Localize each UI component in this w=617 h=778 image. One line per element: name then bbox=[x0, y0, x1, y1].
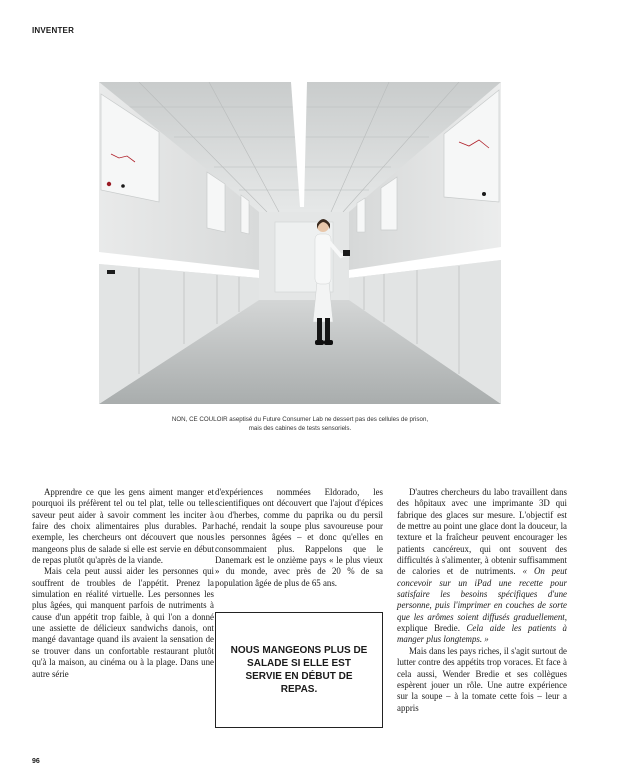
caption-line-1 bbox=[99, 415, 501, 424]
text-run: explique Bredie. bbox=[397, 623, 467, 634]
article-column-1 bbox=[32, 487, 214, 680]
corridor-illustration bbox=[99, 82, 501, 404]
paragraph bbox=[397, 487, 567, 646]
article-column-2 bbox=[215, 487, 383, 589]
caption-line1-rest: aseptisé du Future Consumer Lab ne dessert pas des cellules de prison, bbox=[227, 416, 429, 423]
paragraph: Mais dans les pays riches, il s'agit surtout de lutter contre des appétits trop voraces. Et face à cela aussi, Wender Bredie et ses collègues espèrent jouer un rôle. Une autre expérience sur la soupe – à la tomate cette fois – leur a appris bbox=[397, 645, 567, 713]
pull-quote: NOUS MANGEONS PLUS DE SALADE SI ELLE EST SERVIE EN DÉBUT DE REPAS. bbox=[230, 645, 368, 695]
corridor-photo bbox=[99, 82, 501, 404]
quote-run: « On peut concevoir sur un iPad une recette pour satisfaire les besoins spécifiques d'une personne, puis l'imprimer en couches de sorte que les arômes soient diffusés graduellement, bbox=[397, 566, 567, 622]
caption-line-2: mais des cabines de tests sensoriels. bbox=[248, 425, 352, 432]
paragraph: d'expériences nommées Eldorado, les scientifiques ont découvert que l'ajout d'épices ou d'herbes, comme du paprika ou du persil haché, rendait la soupe plus savoureuse pour les personnes âgées – et donc qu'elles en consommaient plus. Rappelons que le Danemark est le onzième pays « le plus vieux » du monde, avec près de 20 % de sa population âgée de plus de 65 ans. bbox=[215, 487, 383, 588]
text-run: D'autres chercheurs du labo travaillent dans des hôpitaux avec une imprimante 3D qui fabrique des glaces sur mesure. L'objectif est de mettre au point une glace dont la douceur, la texture et la fraîcheur peuvent encourager les patients cancéreux, qui ont souvent des difficultés à s'alimenter, à obtenir suffisamment de calories et de nutriments. bbox=[397, 487, 567, 577]
caption-lead: NON, CE COULOIR bbox=[171, 416, 228, 423]
section-label: INVENTER bbox=[32, 26, 75, 35]
article-column-3 bbox=[397, 487, 567, 714]
quote-run: Cela aide les patients à manger plus longtemps. » bbox=[397, 623, 567, 645]
paragraph: Apprendre ce que les gens aiment manger et pourquoi ils préfèrent tel ou tel plat, telle ou telle saveur peut aider à savoir comment les inciter à faire des choix alimentaires plus durables. Par exemple, les chercheurs ont découvert que nous mangeons plus de salade si elle est servie en début de repas plutôt qu'après de la viande. bbox=[32, 487, 214, 566]
pull-quote-box bbox=[215, 612, 383, 728]
page-number: 96 bbox=[32, 758, 40, 765]
photo-caption bbox=[99, 415, 501, 433]
paragraph: Mais cela peut aussi aider les personnes qui souffrent de troubles de l'appétit. Prenez la simulation en réalité virtuelle. Les personnes les plus âgées, qui manquent parfois de nutriments à cause d'un appétit trop faible, à qui l'on a donné une assiette de délicieux sandwichs danois, ont mangé davantage quand ils avaient la sensation de se trouver dans un confortable restaurant plutôt qu'à la maison, au cinéma ou à la plage. Dans une autre série bbox=[32, 566, 214, 679]
